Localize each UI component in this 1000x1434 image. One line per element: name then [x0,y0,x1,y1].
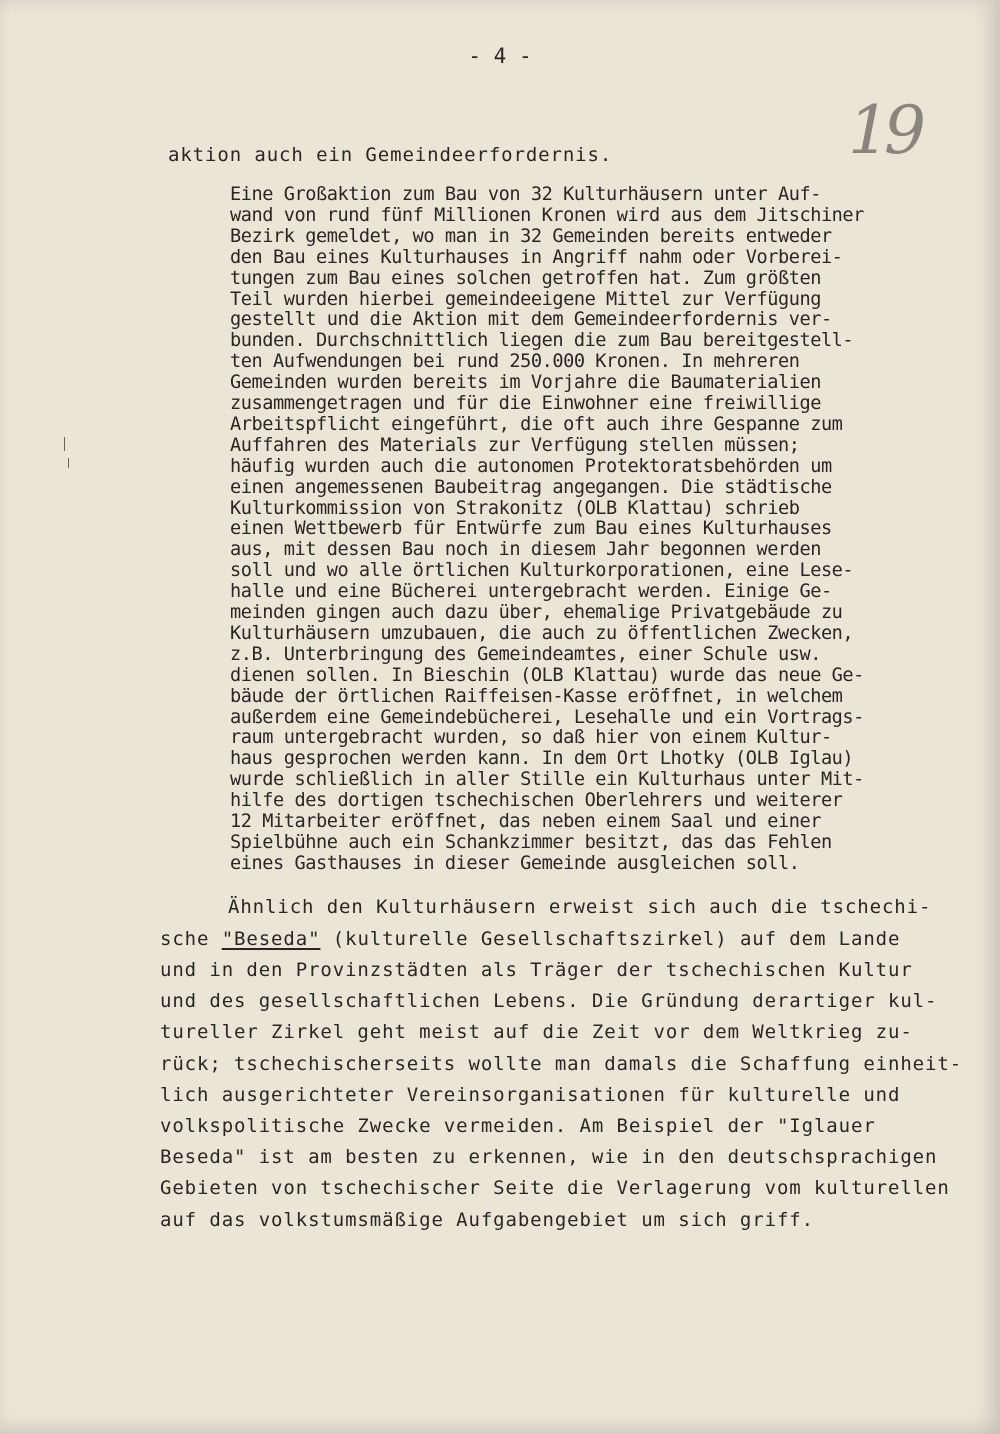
text-line: Bezirk gemeldet, wo man in 32 Gemeinden bereits entweder [230,225,832,247]
text-line: bunden. Durchschnittlich liegen die zum Bau bereitgestell- [230,330,854,352]
text-line: tureller Zirkel geht meist auf die Zeit vor dem Weltkrieg zu- [160,1021,913,1044]
text-line: halle und eine Bücherei untergebracht werden. Einige Ge- [230,581,832,603]
text-line: volkspolitische Zwecke vermeiden. Am Beispiel der "Iglauer [160,1115,876,1137]
text-line: Beseda" ist am besten zu erkennen, wie in den deutschsprachigen [160,1146,938,1169]
text-line: gestellt und die Aktion mit dem Gemeindeerfordernis ver- [230,309,832,331]
text-line: lich ausgerichteter Vereinsorganisationen für kulturelle und [160,1083,901,1106]
text-line: Spielbühne auch ein Schankzimmer besitzt, das das Fehlen [230,831,832,853]
text-line: häufig wurden auch die autonomen Protektoratsbehörden um [230,455,832,477]
text-line: Kulturhäusern umzubauen, die auch zu öffentlichen Zwecken, [230,622,854,644]
text-line: auf das volkstumsmäßige Aufgabengebiet um sich griff. [160,1208,814,1231]
text-line: Arbeitspflicht eingeführt, die oft auch ihre Gespanne zum [230,413,843,435]
text-line: Gebieten von tschechischer Seite die Verlagerung vom kulturellen [160,1177,950,1200]
text-segment: sche [160,928,222,950]
margin-pencil-mark [64,437,65,451]
text-line: Teil wurden hierbei gemeindeeigene Mittel zur Verfügung [230,288,821,310]
text-line [160,930,900,949]
text-line: rück; tschechischerseits wollte man damals die Schaffung einheit- [160,1052,963,1075]
text-line: bäude der örtlichen Raiffeisen-Kasse eröffnet, in welchem [230,685,843,707]
text-line: raum untergebracht wurden, so daß hier von einem Kultur- [230,727,832,749]
text-line: und des gesellschaftlichen Lebens. Die Gründung derartiger kul- [160,990,938,1013]
text-line: haus gesprochen werden kann. In dem Ort Lhotky (OLB Iglau) [230,748,854,770]
text-line: Eine Großaktion zum Bau von 32 Kulturhäusern unter Auf- [230,184,821,205]
text-line: den Bau eines Kulturhauses in Angriff nahm oder Vorberei- [230,246,843,268]
text-line: wurde schließlich in aller Stille ein Kulturhaus unter Mit- [230,769,864,791]
page-number: - 4 - [468,44,532,68]
text-line: Kulturkommission von Strakonitz (OLB Klattau) schrieb [230,497,800,519]
text-line: meinden gingen auch dazu über, ehemalige Privatgebäude zu [230,602,843,623]
text-line: 12 Mitarbeiter eröffnet, das neben einem Saal und einer [230,811,821,832]
text-line: ten Aufwendungen bei rund 250.000 Kronen. In mehreren [230,351,800,373]
text-line: dienen sollen. In Bieschin (OLB Klattau) wurde das neue Ge- [230,664,864,686]
text-line: und in den Provinzstädten als Träger der tschechischen Kultur [160,959,913,981]
text-line: soll und wo alle örtlichen Kulturkorporationen, eine Lese- [230,560,854,582]
text-line: aktion auch ein Gemeindeerfordernis. [168,144,613,166]
text-line: hilfe des dortigen tschechischen Oberlehrers und weiterer [230,790,843,812]
text-line: aus, mit dessen Bau noch in diesem Jahr begonnen werden [230,539,821,561]
text-segment: (kulturelle Gesellschaftszirkel) auf dem Lande [320,928,901,950]
text-line: tungen zum Bau eines solchen getroffen hat. Zum größten [230,267,821,289]
text-line: Gemeinden wurden bereits im Vorjahre die Baumaterialien [230,372,821,394]
text-line: z.B. Unterbringung des Gemeindeamtes, einer Schule usw. [230,643,821,665]
text-line: einen Wettbewerb für Entwürfe zum Bau eines Kulturhauses [230,518,832,540]
text-line: Auffahren des Materials zur Verfügung stellen müssen; [230,434,800,456]
text-line: eines Gasthauses in dieser Gemeinde ausgleichen soll. [230,852,800,874]
text-line: einen angemessenen Baubeitrag angegangen. Die städtische [230,476,832,498]
text-line: wand von rund fünf Millionen Kronen wird aus dem Jitschiner [230,204,864,226]
text-line: außerdem eine Gemeindebücherei, Lesehalle und ein Vortrags- [230,706,864,728]
margin-pencil-mark [68,458,69,468]
text-line: zusammengetragen und für die Einwohner eine freiwillige [230,393,821,414]
underlined-term: "Beseda" [221,928,321,950]
text-line: Ähnlich den Kulturhäusern erweist sich auch die tschechi- [228,896,932,918]
handwritten-folio-number: 19 [848,92,920,169]
